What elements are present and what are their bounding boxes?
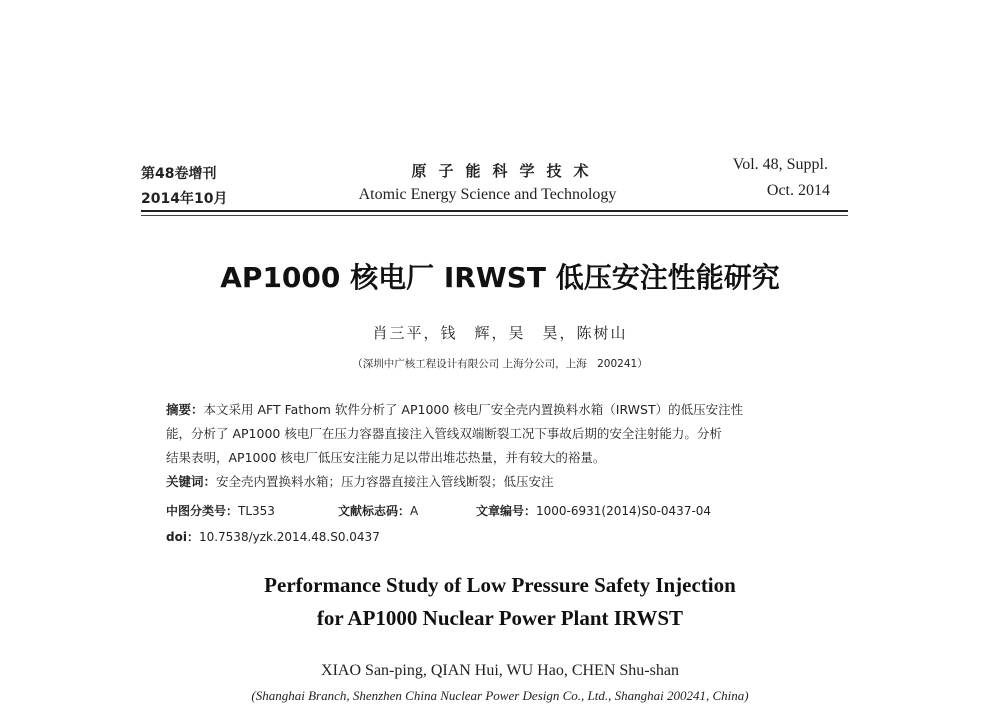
authors-en: XIAO San-ping, QIAN Hui, WU Hao, CHEN Shu-shan [321,662,679,679]
abstract [166,398,826,494]
journal-title-cn: 原子能科学技术 [411,162,601,180]
doi-value: 10.7538/yzk.2014.48.S0.0437 [198,530,380,544]
paper-title-cn: AP1000 核电厂 IRWST 低压安注性能研究 [220,261,780,294]
affiliation-cn: （深圳中广核工程设计有限公司 上海分公司，上海 200241） [352,358,648,370]
header-rule-thin [141,215,848,216]
abstract-line [166,398,826,422]
doi [166,528,380,545]
article-label: 文章编号： [476,504,537,518]
doi-label: doi： [166,530,199,544]
clc-value: TL353 [238,504,275,518]
doccode-label: 文献标志码： [338,504,411,518]
abstract-text: 本文采用 AFT Fathom 软件分析了 AP1000 核电厂安全壳内置换料水箱（IRWST）的低压安注性 [203,402,744,417]
date-en: Oct. 2014 [766,182,830,199]
keywords-line [166,470,826,494]
clc-label: 中图分类号： [166,504,239,518]
article-number [476,502,711,519]
keywords-text: 安全壳内置换料水箱；压力容器直接注入管线断裂；低压安注 [216,474,554,489]
abstract-line: 能，分析了 AP1000 核电厂在压力容器直接注入管线双端断裂工况下事故后期的安全注射能力。分析 [166,426,722,441]
volume-cn: 第48卷增刊 [141,166,217,182]
document-code [338,502,418,519]
paper-title-en-line1: Performance Study of Low Pressure Safety Injection [264,573,736,597]
journal-title-en: Atomic Energy Science and Technology [358,186,617,203]
volume-en: Vol. 48, Suppl. [732,156,828,173]
date-cn: 2014年10月 [141,191,228,207]
paper-title-en-line2: for AP1000 Nuclear Power Plant IRWST [316,606,684,630]
doccode-value: A [410,504,419,518]
header-rule-thick [141,210,848,212]
abstract-line: 结果表明，AP1000 核电厂低压安注能力足以带出堆芯热量，并有较大的裕量。 [166,450,606,465]
keywords-label: 关键词： [166,474,217,489]
article-value: 1000-6931(2014)S0-0437-04 [536,504,712,518]
clc-number [166,502,275,519]
authors-cn: 肖三平，钱 辉，吴 昊，陈树山 [372,324,628,342]
abstract-label: 摘要： [166,402,204,417]
affiliation-en: (Shanghai Branch, Shenzhen China Nuclear Power Design Co., Ltd., Shanghai 200241, China) [251,688,749,703]
